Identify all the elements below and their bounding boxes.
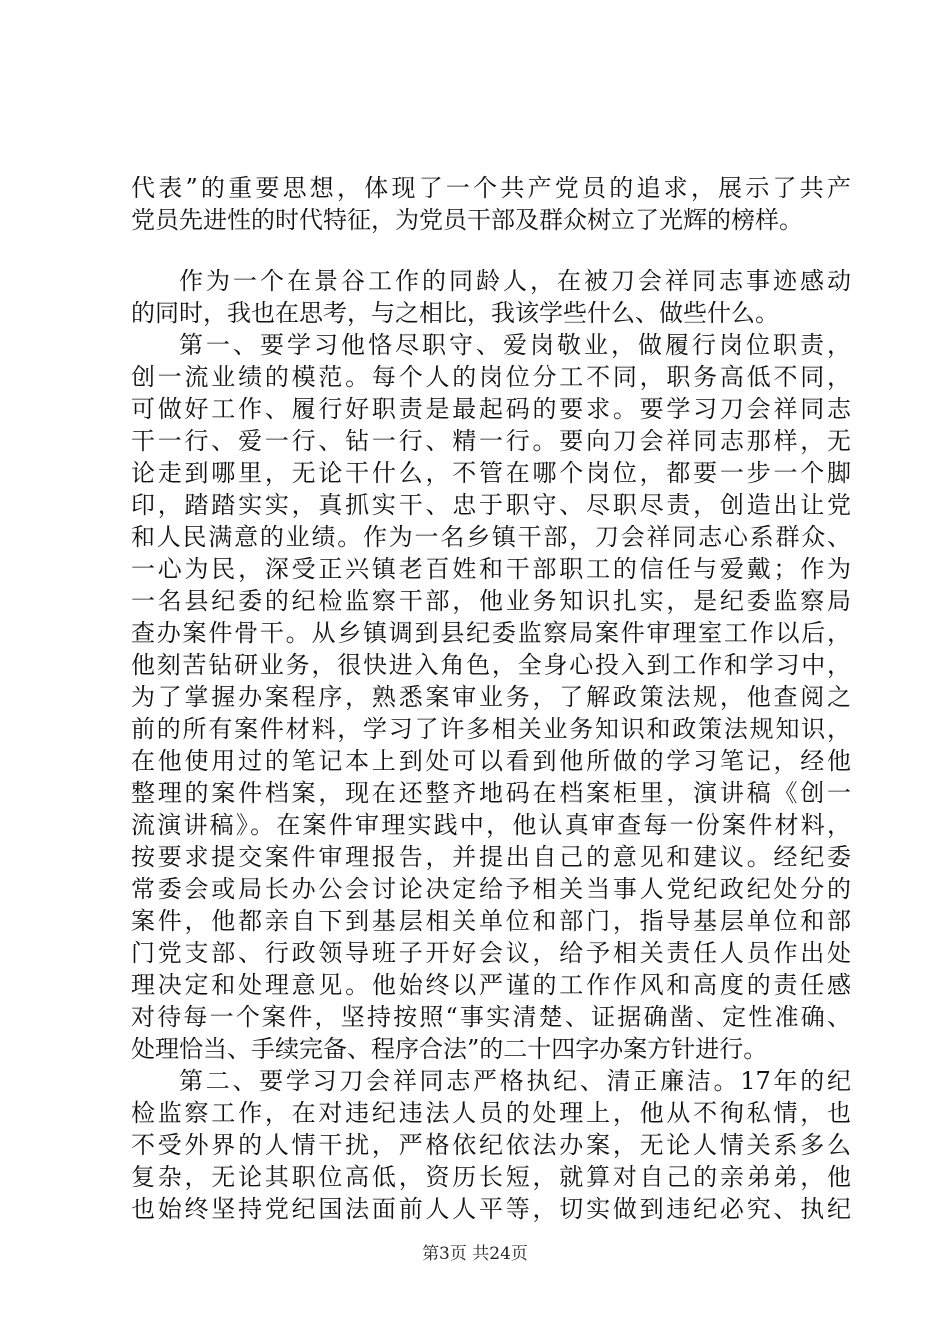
text-line: 整理的案件档案，现在还整齐地码在档案柜里，演讲稿《创一 — [131, 779, 851, 807]
continuation-paragraph — [131, 172, 851, 236]
text-line: 不受外界的人情干扰，严格依纪依法办案，无论人情关系多么 — [131, 1131, 851, 1159]
paragraph-first-line: 第二、要学习刀会祥同志严格执纪、清正廉洁。17年的纪 — [179, 1067, 851, 1095]
text-line: 理决定和处理意见。他始终以严谨的工作作风和高度的责任感 — [131, 971, 851, 999]
text-line: 处理恰当、手续完备、程序合法”的二十四字办案方针进行。 — [131, 1035, 768, 1063]
page-footer: 第3页 共24页 — [422, 1244, 528, 1264]
text-line: 对待每一个案件，坚持按照“事实清楚、证据确凿、定性准确、 — [131, 1003, 851, 1031]
text-line: 可做好工作、履行好职责是最起码的要求。要学习刀会祥同志 — [131, 395, 851, 423]
text-line: 创一流业绩的模范。每个人的岗位分工不同，职务高低不同， — [131, 363, 851, 391]
text-line: 和人民满意的业绩。作为一名乡镇干部，刀会祥同志心系群众、 — [131, 523, 851, 551]
text-line: 为了掌握办案程序，熟悉案审业务，了解政策法规，他查阅之 — [131, 683, 851, 711]
text-line: 他刻苦钻研业务，很快进入角色，全身心投入到工作和学习中， — [131, 651, 851, 679]
text-line: 的同时，我也在思考，与之相比，我该学些什么、做些什么。 — [131, 299, 779, 327]
body-paragraphs — [131, 265, 851, 1225]
text-line: 论走到哪里，无论干什么，不管在哪个岗位，都要一步一个脚 — [131, 459, 851, 487]
paragraph-first-line: 作为一个在景谷工作的同龄人，在被刀会祥同志事迹感动 — [179, 267, 851, 295]
text-line: 党员先进性的时代特征，为党员干部及群众树立了光辉的榜样。 — [131, 206, 803, 234]
text-line: 查办案件骨干。从乡镇调到县纪委监察局案件审理室工作以后， — [131, 619, 851, 647]
text-line: 流演讲稿》。在案件审理实践中，他认真审查每一份案件材料， — [131, 811, 851, 839]
text-line: 印，踏踏实实，真抓实干、忠于职守、尽职尽责，创造出让党 — [131, 491, 851, 519]
text-line: 一心为民，深受正兴镇老百姓和干部职工的信任与爱戴；作为 — [131, 555, 851, 583]
text-line: 在他使用过的笔记本上到处可以看到他所做的学习笔记，经他 — [131, 747, 851, 775]
text-line: 门党支部、行政领导班子开好会议，给予相关责任人员作出处 — [131, 939, 851, 967]
paragraph-first-line: 第一、要学习他恪尽职守、爱岗敬业，做履行岗位职责， — [179, 331, 851, 359]
text-line: 也始终坚持党纪国法面前人人平等，切实做到违纪必究、执纪 — [131, 1195, 851, 1223]
text-line: 案件，他都亲自下到基层相关单位和部门，指导基层单位和部 — [131, 907, 851, 935]
text-line: 一名县纪委的纪检监察干部，他业务知识扎实，是纪委监察局 — [131, 587, 851, 615]
text-line: 常委会或局长办公会讨论决定给予相关当事人党纪政纪处分的 — [131, 875, 851, 903]
text-line: 按要求提交案件审理报告，并提出自己的意见和建议。经纪委 — [131, 843, 851, 871]
text-line: 干一行、爱一行、钻一行、精一行。要向刀会祥同志那样，无 — [131, 427, 851, 455]
text-line: 复杂，无论其职位高低，资历长短，就算对自己的亲弟弟，他 — [131, 1163, 851, 1191]
text-line: 检监察工作，在对违纪违法人员的处理上，他从不徇私情，也 — [131, 1099, 851, 1127]
text-line: 前的所有案件材料，学习了许多相关业务知识和政策法规知识， — [131, 715, 851, 743]
text-line: 代表”的重要思想，体现了一个共产党员的追求，展示了共产 — [131, 174, 851, 202]
